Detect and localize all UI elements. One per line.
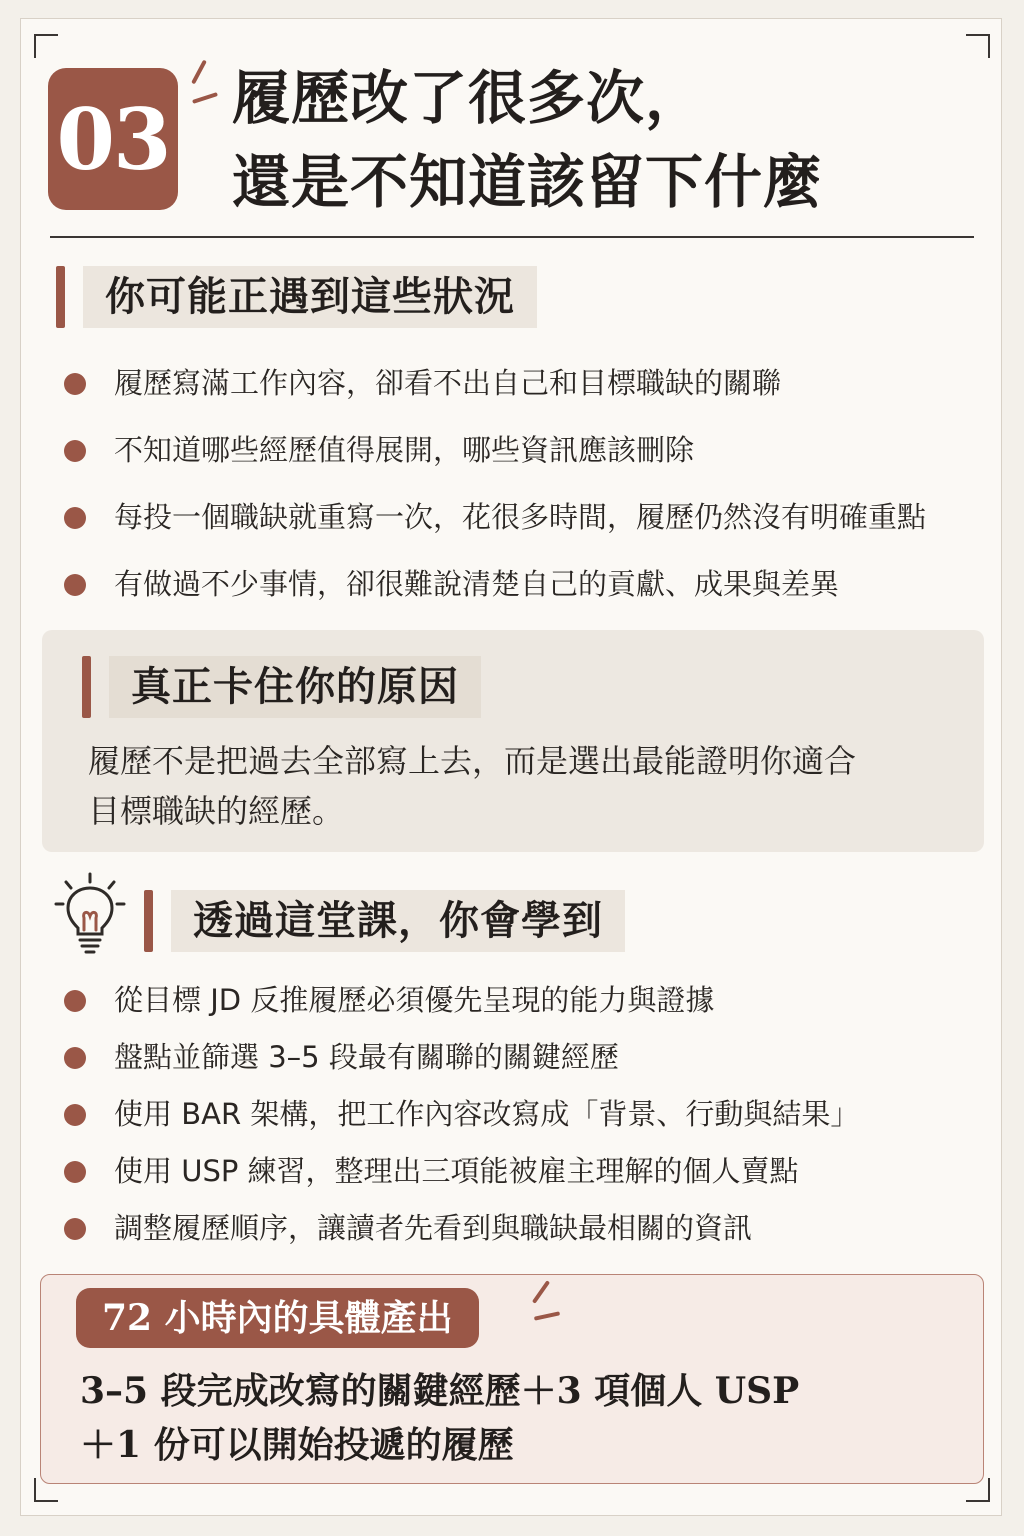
corner-mark — [966, 34, 990, 58]
list-item — [62, 417, 926, 484]
bullet-dot — [64, 1161, 86, 1183]
list-item — [62, 1143, 859, 1200]
bullet-dot — [64, 373, 86, 395]
bullet-dot — [64, 507, 86, 529]
bullet-dot — [64, 1218, 86, 1240]
lightbulb-icon — [54, 872, 126, 956]
list-item-text: 有做過不少事情，卻很難說清楚自己的貢獻、成果與差異 — [114, 567, 840, 601]
reason-text-line2: 目標職缺的經歷。 — [88, 792, 345, 830]
list-item-text: 從目標 JD 反推履歷必須優先呈現的能力與證據 — [114, 983, 715, 1017]
reason-heading-label: 真正卡住你的原因 — [109, 656, 481, 718]
situations-list — [62, 350, 926, 618]
situations-heading-label: 你可能正遇到這些狀況 — [83, 266, 537, 328]
learn-list — [62, 972, 859, 1257]
output-badge: 72 小時內的具體產出 — [76, 1288, 479, 1348]
heading-accent-bar — [56, 266, 65, 328]
output-text-line1: 3–5 段完成改寫的關鍵經歷＋3 項個人 USP — [80, 1370, 800, 1412]
page-title-line2: 還是不知道該留下什麼 — [232, 148, 823, 216]
list-item — [62, 972, 859, 1029]
list-item-text: 使用 BAR 架構，把工作內容改寫成「背景、行動與結果」 — [114, 1097, 860, 1131]
list-item — [62, 1086, 859, 1143]
output-text — [80, 1364, 960, 1472]
bullet-dot — [64, 990, 86, 1012]
list-item-text: 不知道哪些經歷值得展開，哪些資訊應該刪除 — [114, 433, 695, 467]
learn-heading — [144, 888, 625, 954]
list-item-text: 盤點並篩選 3–5 段最有關聯的關鍵經歷 — [114, 1040, 619, 1074]
page-title-line1: 履歷改了很多次， — [232, 64, 705, 132]
heading-accent-bar — [82, 656, 91, 718]
title-divider — [50, 236, 974, 238]
list-item — [62, 1200, 859, 1257]
section-number-badge — [48, 68, 178, 210]
list-item — [62, 350, 926, 417]
section-number: 03 — [56, 89, 170, 189]
list-item-text: 履歷寫滿工作內容，卻看不出自己和目標職缺的關聯 — [114, 366, 782, 400]
bullet-dot — [64, 1047, 86, 1069]
list-item — [62, 551, 926, 618]
list-item-text: 每投一個職缺就重寫一次，花很多時間，履歷仍然沒有明確重點 — [114, 500, 927, 534]
reason-heading — [82, 654, 481, 720]
corner-mark — [34, 34, 58, 58]
list-item-text: 調整履歷順序，讓讀者先看到與職缺最相關的資訊 — [114, 1211, 753, 1245]
learn-heading-label: 透過這堂課，你會學到 — [171, 890, 625, 952]
page-title — [232, 56, 972, 224]
bullet-dot — [64, 1104, 86, 1126]
list-item-text: 使用 USP 練習，整理出三項能被雇主理解的個人賣點 — [114, 1154, 799, 1188]
list-item — [62, 1029, 859, 1086]
reason-text-line1: 履歷不是把過去全部寫上去，而是選出最能證明你適合 — [88, 742, 857, 780]
output-text-line2: ＋1 份可以開始投遞的履歷 — [80, 1424, 514, 1466]
heading-accent-bar — [144, 890, 153, 952]
bullet-dot — [64, 440, 86, 462]
reason-text — [88, 736, 948, 836]
list-item — [62, 484, 926, 551]
bullet-dot — [64, 574, 86, 596]
situations-heading — [56, 264, 537, 330]
